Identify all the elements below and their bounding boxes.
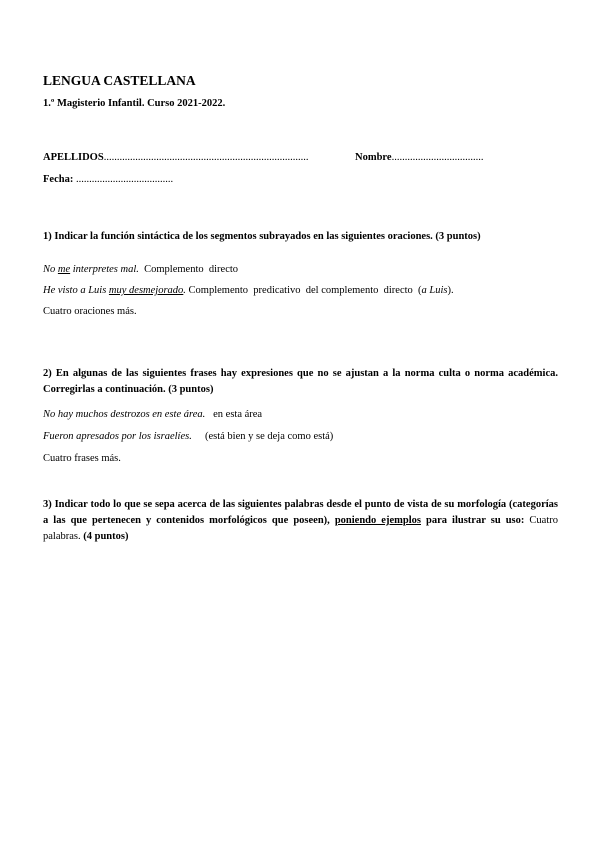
q2-ex1-text: No hay muchos destrozos en este área.: [43, 409, 206, 420]
question-3-heading: [43, 497, 558, 545]
q1-ex2-close: ).: [447, 285, 454, 296]
surname-label: APELLIDOS: [43, 152, 104, 163]
q1-ex1-underlined: me: [57, 264, 71, 275]
q1-ex2-post: .: [183, 285, 186, 296]
q2-more: Cuatro frases más.: [43, 453, 121, 464]
q2-ex2-text: Fueron apresados por los israelíes.: [43, 431, 192, 442]
question-2-heading: 2) En algunas de las siguientes frases hay expresiones que no se ajustan a la norma culta o norma académica. Corregirlas a continuación. (3 puntos): [43, 368, 558, 395]
q1-example-2: [43, 285, 454, 296]
q2-example-1: [43, 409, 262, 420]
name-label: Nombre: [355, 152, 392, 163]
q3-heading-underlined: poniendo ejemplos: [334, 515, 421, 526]
q1-ex1-answer: Complemento directo: [138, 264, 239, 275]
q1-ex2-ref: a Luis: [421, 285, 448, 296]
surname-dots: ..............................................................................: [103, 152, 309, 163]
q2-example-2: [43, 431, 333, 442]
q1-example-1: [43, 264, 238, 275]
name-dots: ...................................: [391, 152, 484, 163]
page-title: LENGUA CASTELLANA: [43, 73, 196, 88]
q1-ex2-pre: He visto a Luis: [43, 285, 109, 296]
q2-ex2-answer: (está bien y se deja como está): [191, 431, 334, 442]
question-1-heading: 1) Indicar la función sintáctica de los segmentos subrayados en las siguientes oraciones. (3 puntos): [43, 231, 481, 242]
q1-ex1-post: interpretes mal.: [70, 264, 139, 275]
q3-heading-points: (4 puntos): [80, 531, 129, 542]
date-label: Fecha:: [43, 174, 74, 185]
q2-ex1-answer: en esta área: [205, 409, 263, 420]
q3-heading-pre: 3) Indicar todo lo que se sepa acerca de las siguientes palabras desde el punto de vista de su morfología (categorías a las que pertenecen y contenidos morfológicos que poseen),: [43, 499, 558, 526]
q1-ex2-answer: Complemento predicativo del complemento directo (: [185, 285, 422, 296]
name-field: [355, 152, 483, 163]
q1-more: Cuatro oraciones más.: [43, 306, 137, 317]
q1-ex2-underlined: muy desmejorado: [108, 285, 184, 296]
surname-field: [43, 152, 308, 163]
q3-heading-plain: Cuatro palabras.: [43, 515, 558, 542]
date-dots: .....................................: [75, 174, 174, 185]
q3-heading-mid: para ilustrar su uso:: [420, 515, 530, 526]
q1-ex1-pre: No: [43, 264, 58, 275]
date-field: [43, 174, 173, 185]
course-info: 1.º Magisterio Infantil. Curso 2021-2022.: [43, 98, 226, 109]
